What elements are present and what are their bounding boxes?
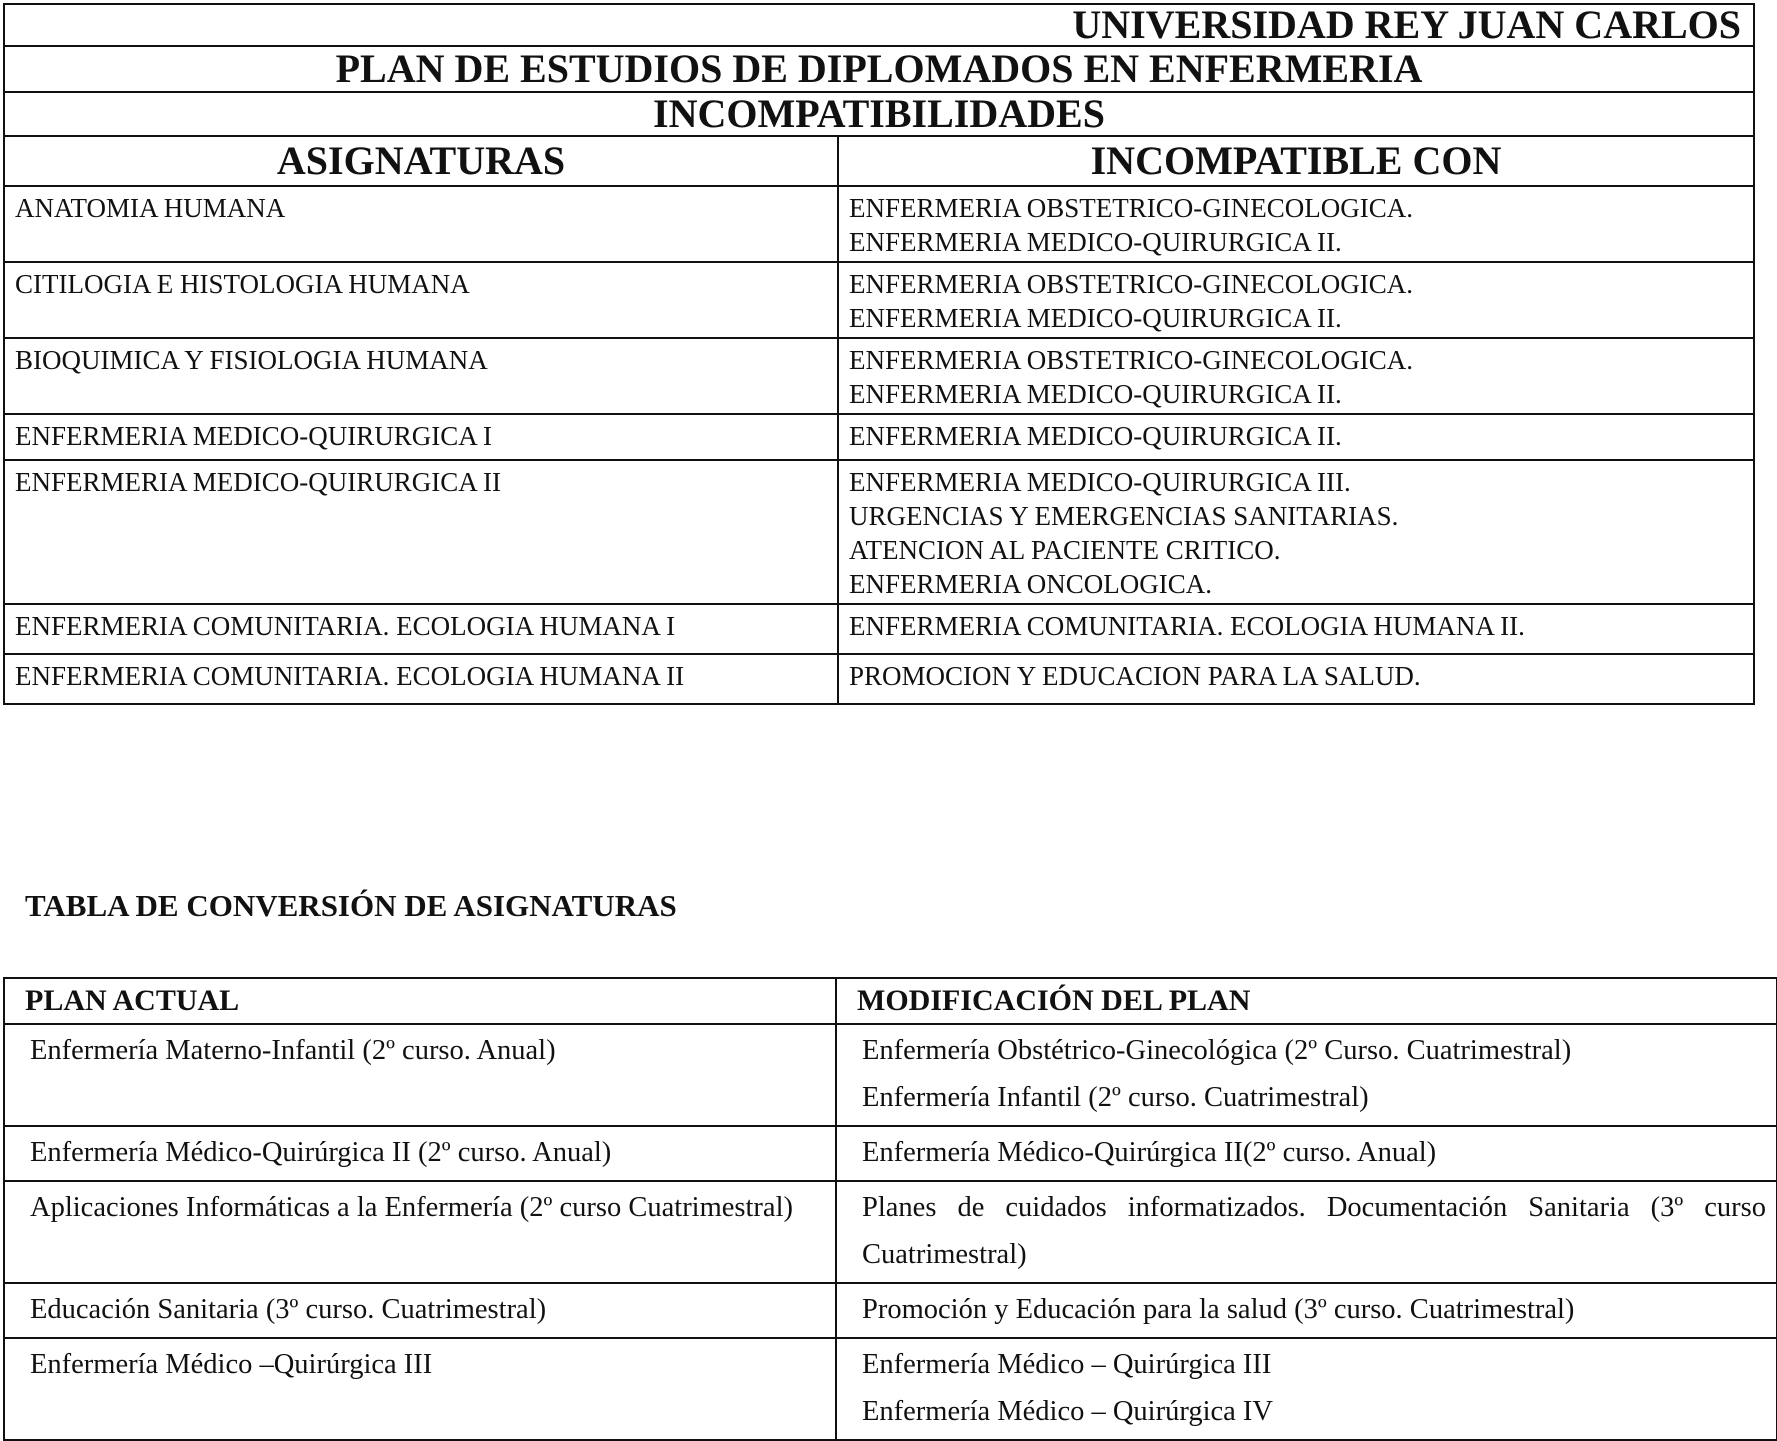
- table-row: [4, 338, 1754, 414]
- modified-plan-cell: [836, 1283, 1777, 1338]
- modified-plan-item: Enfermería Médico – Quirúrgica III: [862, 1349, 1272, 1380]
- conversion-table: [3, 977, 1777, 1441]
- table-row: [4, 1024, 1777, 1126]
- table-row: [4, 604, 1754, 654]
- incompatible-cell: [838, 460, 1754, 604]
- modified-plan-cell: [836, 1338, 1777, 1440]
- incompatible-item: ENFERMERIA MEDICO-QUIRURGICA II.: [849, 227, 1342, 257]
- section-title-row: [4, 92, 1754, 136]
- modified-plan-item: Enfermería Infantil (2º curso. Cuatrimestral): [862, 1082, 1369, 1113]
- table-row: [4, 1283, 1777, 1338]
- modified-plan-cell: [836, 1181, 1777, 1283]
- column-header-modified-plan: MODIFICACIÓN DEL PLAN: [836, 978, 1777, 1024]
- table-row: [4, 414, 1754, 460]
- modified-plan-item: Enfermería Médico-Quirúrgica II(2º curso. Anual): [862, 1137, 1437, 1168]
- table-row: [4, 186, 1754, 262]
- table-row: [4, 1338, 1777, 1440]
- column-header-row: [4, 978, 1777, 1024]
- incompatible-cell: [838, 338, 1754, 414]
- incompatible-item: ENFERMERIA OBSTETRICO-GINECOLOGICA.: [849, 345, 1413, 375]
- conversion-table-title: TABLA DE CONVERSIÓN DE ASIGNATURAS: [25, 888, 677, 923]
- plan-title-row: [4, 46, 1754, 92]
- table-row: [4, 460, 1754, 604]
- column-header-current-plan: PLAN ACTUAL: [4, 978, 836, 1024]
- incompatible-item: ENFERMERIA OBSTETRICO-GINECOLOGICA.: [849, 193, 1413, 223]
- incompatible-item: ENFERMERIA COMUNITARIA. ECOLOGIA HUMANA II.: [849, 611, 1525, 641]
- column-header-incompatible: INCOMPATIBLE CON: [838, 136, 1754, 186]
- subject-cell: ENFERMERIA MEDICO-QUIRURGICA II: [4, 460, 838, 604]
- incompatible-item: URGENCIAS Y EMERGENCIAS SANITARIAS.: [849, 501, 1399, 531]
- section-title: INCOMPATIBILIDADES: [4, 92, 1754, 136]
- incompatibilities-table: [3, 3, 1755, 705]
- current-plan-cell: Enfermería Médico-Quirúrgica II (2º curso. Anual): [4, 1126, 836, 1181]
- subject-cell: CITILOGIA E HISTOLOGIA HUMANA: [4, 262, 838, 338]
- current-plan-cell: Enfermería Materno-Infantil (2º curso. Anual): [4, 1024, 836, 1126]
- current-plan-cell: Enfermería Médico –Quirúrgica III: [4, 1338, 836, 1440]
- column-header-subjects: ASIGNATURAS: [4, 136, 838, 186]
- subject-cell: ANATOMIA HUMANA: [4, 186, 838, 262]
- table-row: [4, 262, 1754, 338]
- modified-plan-cell: [836, 1126, 1777, 1181]
- column-header-row: [4, 136, 1754, 186]
- incompatible-cell: [838, 604, 1754, 654]
- incompatible-item: ENFERMERIA MEDICO-QUIRURGICA II.: [849, 303, 1342, 333]
- incompatible-cell: [838, 654, 1754, 704]
- incompatible-item: PROMOCION Y EDUCACION PARA LA SALUD.: [849, 661, 1421, 691]
- subject-cell: ENFERMERIA COMUNITARIA. ECOLOGIA HUMANA I: [4, 604, 838, 654]
- plan-title: PLAN DE ESTUDIOS DE DIPLOMADOS EN ENFERMERIA: [4, 46, 1754, 92]
- table-row: [4, 654, 1754, 704]
- incompatible-item: ENFERMERIA ONCOLOGICA.: [849, 569, 1213, 599]
- modified-plan-cell: [836, 1024, 1777, 1126]
- current-plan-cell: Educación Sanitaria (3º curso. Cuatrimestral): [4, 1283, 836, 1338]
- incompatible-item: ENFERMERIA MEDICO-QUIRURGICA II.: [849, 379, 1342, 409]
- incompatible-item: ENFERMERIA MEDICO-QUIRURGICA II.: [849, 421, 1342, 451]
- subject-cell: BIOQUIMICA Y FISIOLOGIA HUMANA: [4, 338, 838, 414]
- modified-plan-item: Enfermería Médico – Quirúrgica IV: [862, 1396, 1273, 1427]
- subject-cell: ENFERMERIA COMUNITARIA. ECOLOGIA HUMANA II: [4, 654, 838, 704]
- incompatible-cell: [838, 414, 1754, 460]
- incompatible-cell: [838, 262, 1754, 338]
- table-row: [4, 1126, 1777, 1181]
- incompatible-item: ATENCION AL PACIENTE CRITICO.: [849, 535, 1281, 565]
- modified-plan-item: Planes de cuidados informatizados. Documentación Sanitaria (3º curso Cuatrimestral): [862, 1192, 1766, 1270]
- table-row: [4, 1181, 1777, 1283]
- incompatible-cell: [838, 186, 1754, 262]
- university-name: UNIVERSIDAD REY JUAN CARLOS: [4, 4, 1754, 46]
- incompatible-item: ENFERMERIA OBSTETRICO-GINECOLOGICA.: [849, 269, 1413, 299]
- modified-plan-item: Promoción y Educación para la salud (3º curso. Cuatrimestral): [862, 1294, 1575, 1325]
- current-plan-cell: Aplicaciones Informáticas a la Enfermería (2º curso Cuatrimestral): [4, 1181, 836, 1283]
- subject-cell: ENFERMERIA MEDICO-QUIRURGICA I: [4, 414, 838, 460]
- university-row: [4, 4, 1754, 46]
- incompatible-item: ENFERMERIA MEDICO-QUIRURGICA III.: [849, 467, 1351, 497]
- modified-plan-item: Enfermería Obstétrico-Ginecológica (2º Curso. Cuatrimestral): [862, 1035, 1572, 1066]
